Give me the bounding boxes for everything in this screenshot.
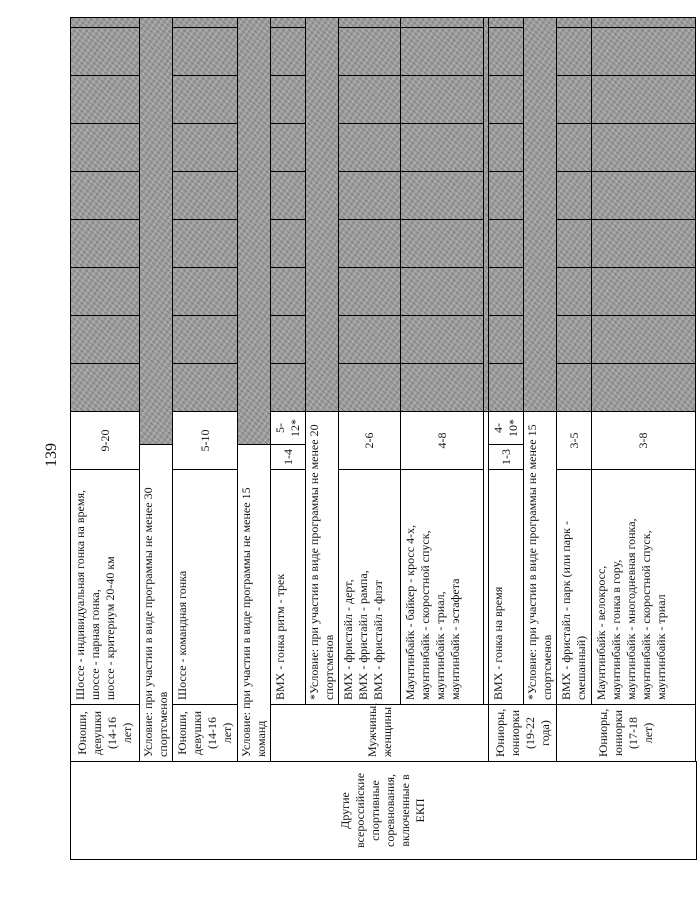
shaded-cell: [140, 18, 173, 445]
extra-range-cell: 4-10*: [489, 412, 524, 445]
group-label: Другие всероссийские спортивные соревнования, включенные в ЕКП: [71, 762, 697, 860]
discipline-line: маунтинбайк - эстафета: [448, 578, 462, 700]
shaded-cell: [489, 268, 524, 316]
shaded-cell: [271, 316, 306, 364]
shaded-cell: [173, 316, 238, 364]
shaded-cell: [339, 316, 401, 364]
shaded-cell: [592, 76, 696, 124]
table-row: [489, 18, 524, 860]
shaded-cell: [401, 76, 484, 124]
shaded-cell: [489, 124, 524, 172]
shaded-cell: [401, 268, 484, 316]
condition-cell: *Условие: при участии в виде программы не менее 15 спортсменов: [524, 412, 557, 705]
shaded-cell: [401, 364, 484, 412]
shaded-cell: [401, 316, 484, 364]
shaded-cell: [173, 28, 238, 76]
shaded-cell: [339, 76, 401, 124]
extra-range-cell: 5-12*: [271, 412, 306, 445]
range-cell: 1-4: [271, 445, 306, 470]
discipline-line: маунтинбайк - триал,: [433, 591, 447, 700]
shaded-cell: [306, 18, 339, 412]
page-number: 139: [43, 443, 60, 467]
condition-cell: *Условие: при участии в виде программы не менее 20 спортсменов: [306, 412, 339, 705]
discipline-line: маунтинбайк - скоростной спуск,: [418, 530, 432, 700]
discipline-cell: [71, 470, 140, 705]
discipline-line: Шоссе - индивидуальная гонка на время,: [73, 490, 87, 700]
condition-cell: Условие: при участии в виде программы не менее 30 спортсменов: [140, 445, 173, 762]
condition-row: [238, 18, 271, 860]
shaded-cell: [557, 28, 592, 76]
table-row: [557, 18, 592, 860]
shaded-cell: [489, 316, 524, 364]
category-cell: Юноши, девушки (14-16 лет): [173, 705, 238, 762]
shaded-cell: [524, 18, 557, 412]
shaded-cell: [271, 172, 306, 220]
shaded-cell: [173, 18, 238, 28]
range-cell: 5-10: [173, 412, 238, 470]
shaded-cell: [173, 76, 238, 124]
shaded-cell: [489, 220, 524, 268]
shaded-cell: [489, 172, 524, 220]
shaded-cell: [339, 28, 401, 76]
shaded-cell: [489, 28, 524, 76]
shaded-cell: [401, 172, 484, 220]
discipline-cell: BMX - гонка ритм - трек: [271, 470, 306, 705]
range-cell: 1-3: [489, 445, 524, 470]
shaded-cell: [271, 268, 306, 316]
shaded-cell: [401, 124, 484, 172]
shaded-cell: [592, 28, 696, 76]
competition-table: [70, 17, 697, 860]
condition-row: [140, 18, 173, 860]
shaded-cell: [71, 220, 140, 268]
shaded-cell: [557, 268, 592, 316]
table-row: [71, 18, 140, 860]
shaded-cell: [173, 124, 238, 172]
shaded-cell: [271, 76, 306, 124]
category-cell: Юноши, девушки (14-16 лет): [71, 705, 140, 762]
range-cell: 3-5: [557, 412, 592, 470]
shaded-cell: [489, 76, 524, 124]
shaded-cell: [339, 364, 401, 412]
discipline-line: маунтинбайк - многодневная гонка,: [624, 518, 638, 700]
range-cell: 2-6: [339, 412, 401, 470]
discipline-line: Маунтинбайк - байкер - кросс 4-х,: [403, 524, 417, 700]
discipline-cell: BMX - фристайл - парк (или парк - смешанный): [557, 470, 592, 705]
shaded-cell: [401, 220, 484, 268]
shaded-cell: [339, 220, 401, 268]
shaded-cell: [238, 18, 271, 445]
shaded-cell: [592, 124, 696, 172]
shaded-cell: [271, 220, 306, 268]
shaded-cell: [557, 220, 592, 268]
shaded-cell: [173, 220, 238, 268]
shaded-cell: [401, 18, 484, 28]
table-row: [271, 18, 306, 860]
discipline-line: шоссе - парная гонка,: [88, 589, 102, 700]
shaded-cell: [339, 268, 401, 316]
shaded-cell: [71, 124, 140, 172]
shaded-cell: [592, 268, 696, 316]
shaded-cell: [271, 18, 306, 28]
discipline-cell: BMX - гонка на время: [489, 470, 524, 705]
range-cell: 4-8: [401, 412, 484, 470]
shaded-cell: [271, 124, 306, 172]
shaded-cell: [592, 220, 696, 268]
shaded-cell: [557, 76, 592, 124]
range-cell: 3-8: [592, 412, 696, 470]
shaded-cell: [557, 18, 592, 28]
shaded-cell: [71, 76, 140, 124]
filler-row: [696, 18, 697, 860]
shaded-cell: [173, 172, 238, 220]
discipline-line: маунтинбайк - скоростной спуск,: [639, 530, 653, 700]
shaded-cell: [71, 268, 140, 316]
shaded-cell: [592, 364, 696, 412]
range-cell: 9-20: [71, 412, 140, 470]
shaded-cell: [592, 172, 696, 220]
filler-cell: [696, 18, 697, 762]
shaded-cell: [592, 316, 696, 364]
discipline-line: маунтинбайк - триал: [654, 594, 668, 700]
discipline-line: Маунтинбайк - велокросс,: [594, 565, 608, 700]
category-cell: Юниоры, юниорки (17-18 лет): [557, 705, 696, 762]
discipline-cell: [592, 470, 696, 705]
shaded-cell: [489, 364, 524, 412]
shaded-cell: [271, 28, 306, 76]
table-row: [173, 18, 238, 860]
discipline-line: BMX - фристайл - рампа,: [356, 570, 370, 700]
category-cell: Мужчины, женщины: [271, 705, 489, 762]
shaded-cell: [557, 316, 592, 364]
discipline-cell: [339, 470, 401, 705]
rotated-table-container: [70, 50, 668, 860]
shaded-cell: [71, 364, 140, 412]
shaded-cell: [173, 268, 238, 316]
discipline-cell: Шоссе - командная гонка: [173, 470, 238, 705]
shaded-cell: [339, 18, 401, 28]
discipline-line: BMX - фристайл - флэт: [371, 580, 385, 700]
shaded-cell: [592, 18, 696, 28]
condition-cell: Условие: при участии в виде программы не менее 15 команд: [238, 445, 271, 762]
shaded-cell: [339, 124, 401, 172]
shaded-cell: [271, 364, 306, 412]
category-cell: Юниоры, юниорки (19-22 года): [489, 705, 557, 762]
shaded-cell: [71, 316, 140, 364]
shaded-cell: [557, 124, 592, 172]
discipline-cell: [401, 470, 484, 705]
discipline-line: BMX - фристайл - дерт,: [341, 579, 355, 700]
shaded-cell: [71, 172, 140, 220]
shaded-cell: [489, 18, 524, 28]
discipline-line: шоссе - критериум 20-40 км: [103, 556, 117, 700]
shaded-cell: [557, 364, 592, 412]
shaded-cell: [173, 364, 238, 412]
shaded-cell: [557, 172, 592, 220]
shaded-cell: [71, 18, 140, 28]
discipline-line: маунтинбайк - гонка в гору,: [609, 559, 623, 700]
shaded-cell: [339, 172, 401, 220]
shaded-cell: [71, 28, 140, 76]
shaded-cell: [401, 28, 484, 76]
